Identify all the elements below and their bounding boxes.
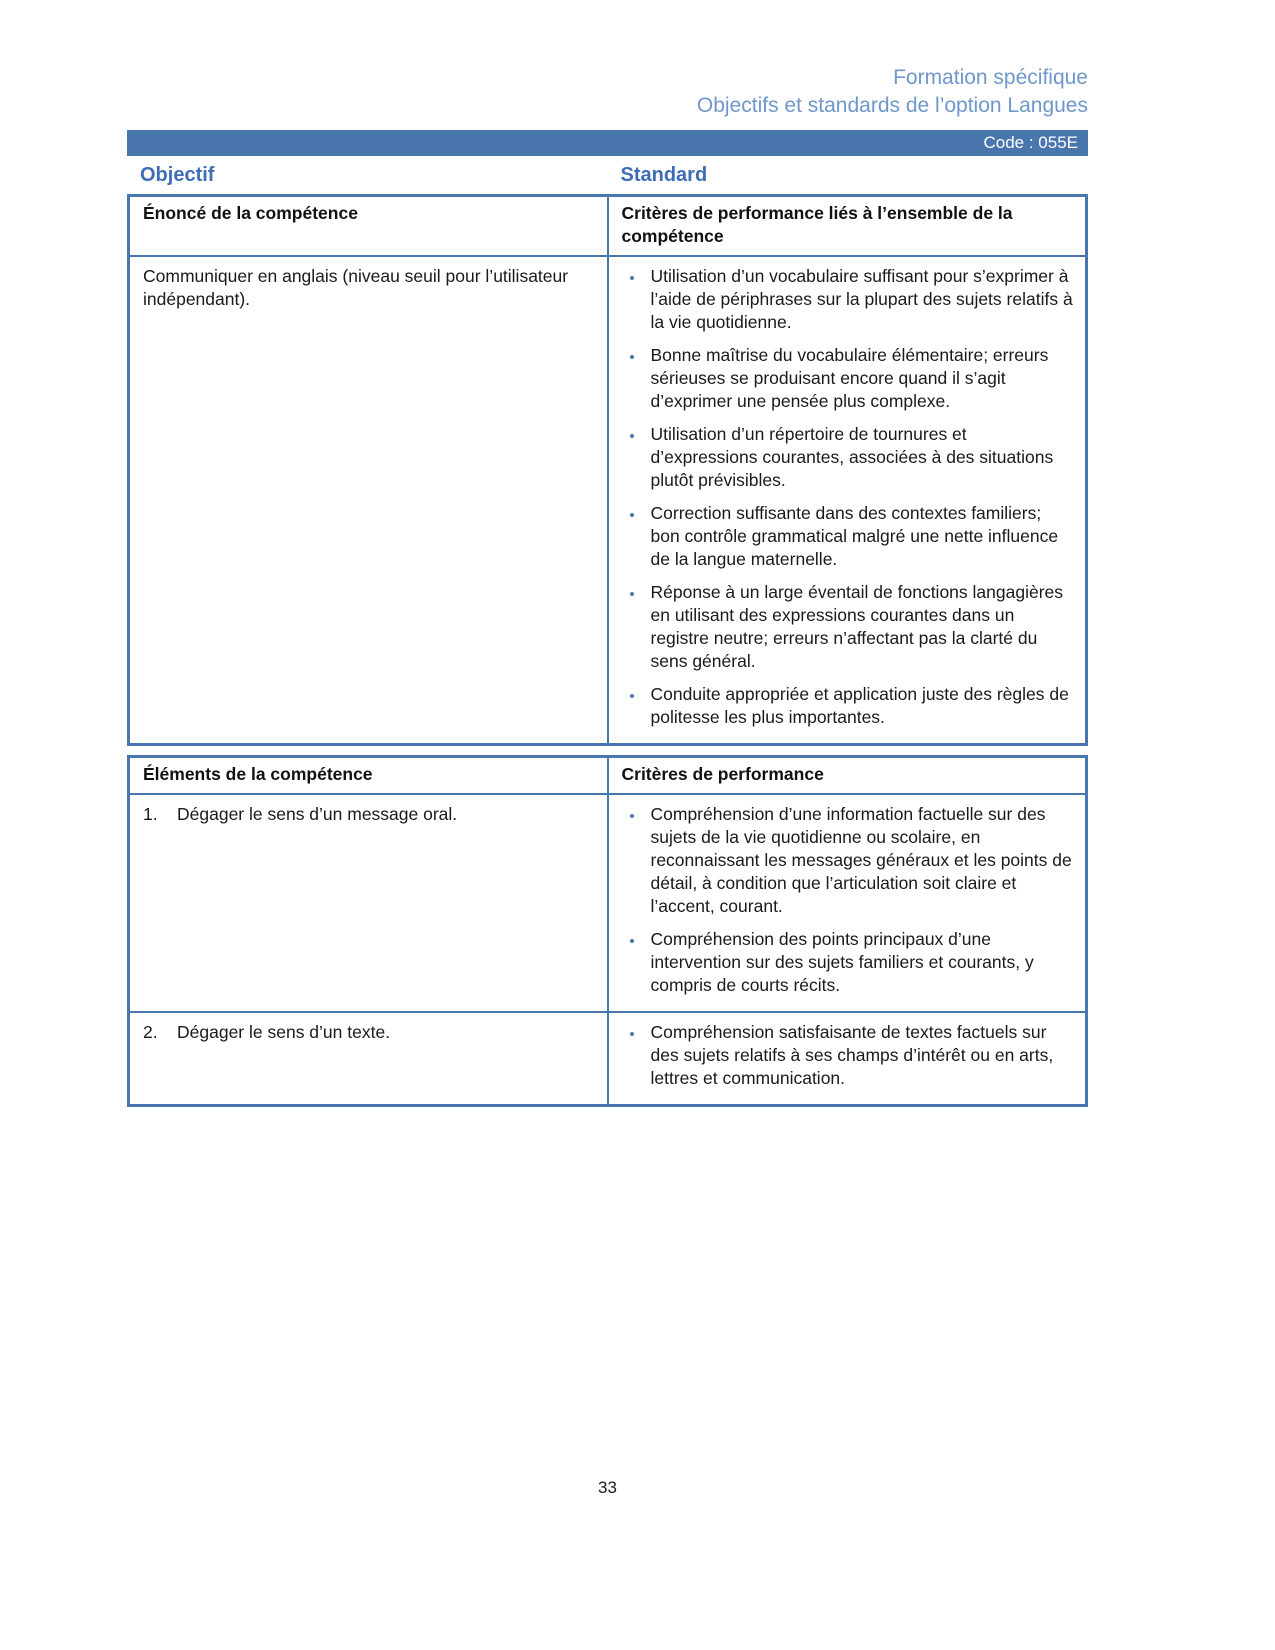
column-title-objectif: Objectif xyxy=(140,163,215,186)
document-header xyxy=(127,0,1088,120)
element-2-text: Dégager le sens d’un texte. xyxy=(177,1022,391,1042)
page-number: 33 xyxy=(598,1478,617,1497)
table2-row-1 xyxy=(129,794,1087,1012)
table1-body-row xyxy=(129,256,1087,745)
element-1-text: Dégager le sens d’un message oral. xyxy=(177,804,458,824)
competence-statement-cell: Communiquer en anglais (niveau seuil pour l’utilisateur indépendant). xyxy=(129,256,608,745)
criteria-list-element-2 xyxy=(622,1021,1074,1090)
element-2 xyxy=(143,1021,595,1044)
criteria-list-global xyxy=(622,265,1074,729)
criteria-item: • Utilisation d’un vocabulaire suffisant pour s’exprimer à l’aide de périphrases sur la plupart des sujets relatifs à la vie quotidienne. xyxy=(645,265,1074,334)
criteria-item: • Réponse à un large éventail de fonctions langagières en utilisant des expressions courantes dans un registre neutre; erreurs n’affectant pas la clarté du sens général. xyxy=(645,581,1074,673)
element-2-number: 2. xyxy=(143,1022,158,1042)
criteria-list-element-1 xyxy=(622,803,1074,997)
criteria-cell-1 xyxy=(608,794,1087,1012)
element-1 xyxy=(143,803,595,826)
criteria-item: • Utilisation d’un répertoire de tournures et d’expressions courantes, associées à des situations plutôt prévisibles. xyxy=(645,423,1074,492)
criteria-item: • Compréhension d’une information factuelle sur des sujets de la vie quotidienne ou scolaire, en reconnaissant les messages généraux et les points de détail, à condition que l’articulation soit claire et l’accent, courant. xyxy=(645,803,1074,918)
table2-row-2 xyxy=(129,1012,1087,1106)
column-titles-row xyxy=(127,156,1088,194)
column-title-standard: Standard xyxy=(620,163,708,186)
criteria-cell-2 xyxy=(608,1012,1087,1106)
table1-header-row xyxy=(129,196,1087,257)
table-elements-competence xyxy=(127,755,1088,1107)
table2-header-row xyxy=(129,757,1087,795)
element-cell-2 xyxy=(129,1012,608,1106)
header-line-2: Objectifs et standards de l’option Langues xyxy=(696,94,1088,117)
page-content xyxy=(127,0,1088,1107)
element-cell-1 xyxy=(129,794,608,1012)
criteria-item: • Conduite appropriée et application juste des règles de politesse les plus importantes. xyxy=(645,683,1074,729)
element-1-number: 1. xyxy=(143,804,158,824)
criteria-item: • Compréhension des points principaux d’une intervention sur des sujets familiers et courants, y compris de courts récits. xyxy=(645,928,1074,997)
code-bar xyxy=(127,130,1088,156)
criteria-item: • Correction suffisante dans des contextes familiers; bon contrôle grammatical malgré une nette influence de la langue maternelle. xyxy=(645,502,1074,571)
performance-criteria-cell xyxy=(608,256,1087,745)
table-enonce-competence xyxy=(127,194,1088,746)
table2-left-header: Éléments de la compétence xyxy=(129,757,608,795)
criteria-item: • Compréhension satisfaisante de textes factuels sur des sujets relatifs à ses champs d’intérêt ou en arts, lettres et communication. xyxy=(645,1021,1074,1090)
header-line-1: Formation spécifique xyxy=(893,66,1088,89)
table2-right-header: Critères de performance xyxy=(608,757,1087,795)
table1-left-header: Énoncé de la compétence xyxy=(129,196,608,257)
table1-right-header: Critères de performance liés à l’ensemble de la compétence xyxy=(608,196,1087,257)
code-label: Code : 055E xyxy=(983,133,1078,152)
criteria-item: • Bonne maîtrise du vocabulaire élémentaire; erreurs sérieuses se produisant encore quand il s’agit d’exprimer une pensée plus complexe. xyxy=(645,344,1074,413)
